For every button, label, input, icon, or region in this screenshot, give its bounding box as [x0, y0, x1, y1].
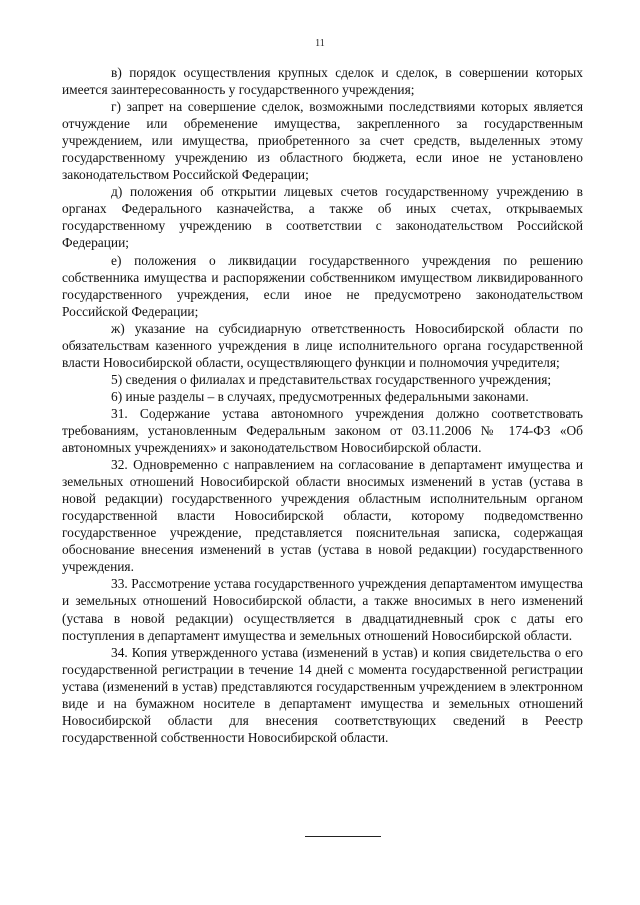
paragraph-33: 33. Рассмотрение устава государственного учреждения департаментом имущества и земельных отношений Новосибирской области, а также вносимых в него изменений (устава в новой редакции) осуществляется в двадцатидневный срок с даты его поступления в департамент имущества и земельных отношений Новосибирской области. — [62, 576, 583, 643]
page-number: 11 — [315, 38, 325, 49]
paragraph-5: 5) сведения о филиалах и представительствах государственного учреждения; — [111, 371, 552, 387]
closing-rule — [305, 836, 381, 837]
paragraph-e: е) положения о ликвидации государственного учреждения по решению собственника имущества и распоряжении собственником имуществом ликвидированного государственного учреждения, если иное не предусмотрено законодательством Российской Федерации; — [62, 252, 583, 319]
document-body — [62, 64, 583, 746]
paragraph-v: в) порядок осуществления крупных сделок и сделок, в совершении которых имеется заинтересованность у государственного учреждения; — [62, 65, 583, 98]
paragraph-d: д) положения об открытии лицевых счетов государственному учреждению в органах Федерального казначейства, а также об иных счетах, открываемых государственному учреждению в соответствии с законодательством Российской Федерации; — [62, 184, 583, 251]
paragraph-zh: ж) указание на субсидиарную ответственность Новосибирской области по обязательствам казенного учреждения в лице исполнительного органа государственной власти Новосибирской области, осуществляющего функции и полномочия учредителя; — [62, 320, 583, 370]
paragraph-g: г) запрет на совершение сделок, возможными последствиями которых является отчуждение или обременение имущества, закрепленного за государственным учреждением, или имущества, приобретенного за счет средств, выделенных этому государственному учреждению из областного бюджета, если иное не установлено законодательством Российской Федерации; — [62, 99, 583, 183]
paragraph-6: 6) иные разделы – в случаях, предусмотренных федеральными законами. — [111, 388, 529, 404]
paragraph-34: 34. Копия утвержденного устава (изменений в устав) и копия свидетельства о его государственной регистрации в течение 14 дней с момента государственной регистрации устава (изменений в устав) представляются государственным учреждением в электронном виде и на бумажном носителе в департамент имущества и земельных отношений Новосибирской области для внесения соответствующих сведений в Реестр государственной собственности Новосибирской области. — [62, 644, 583, 745]
paragraph-31: 31. Содержание устава автономного учреждения должно соответствовать требованиям, установленным Федеральным законом от 03.11.2006 № 174-ФЗ «Об автономных учреждениях» и законодательством Новосибирской области. — [62, 405, 583, 456]
paragraph-32: 32. Одновременно с направлением на согласование в департамент имущества и земельных отношений Новосибирской области вносимых изменений в устав (устава в новой редакции) государственного учреждения областным исполнительным органом государственной власти Новосибирской области, которому подведомственно государственное учреждение, представляется пояснительная записка, содержащая обоснование внесения изменений в устав (устава в новой редакции) государственного учреждения. — [62, 457, 583, 575]
